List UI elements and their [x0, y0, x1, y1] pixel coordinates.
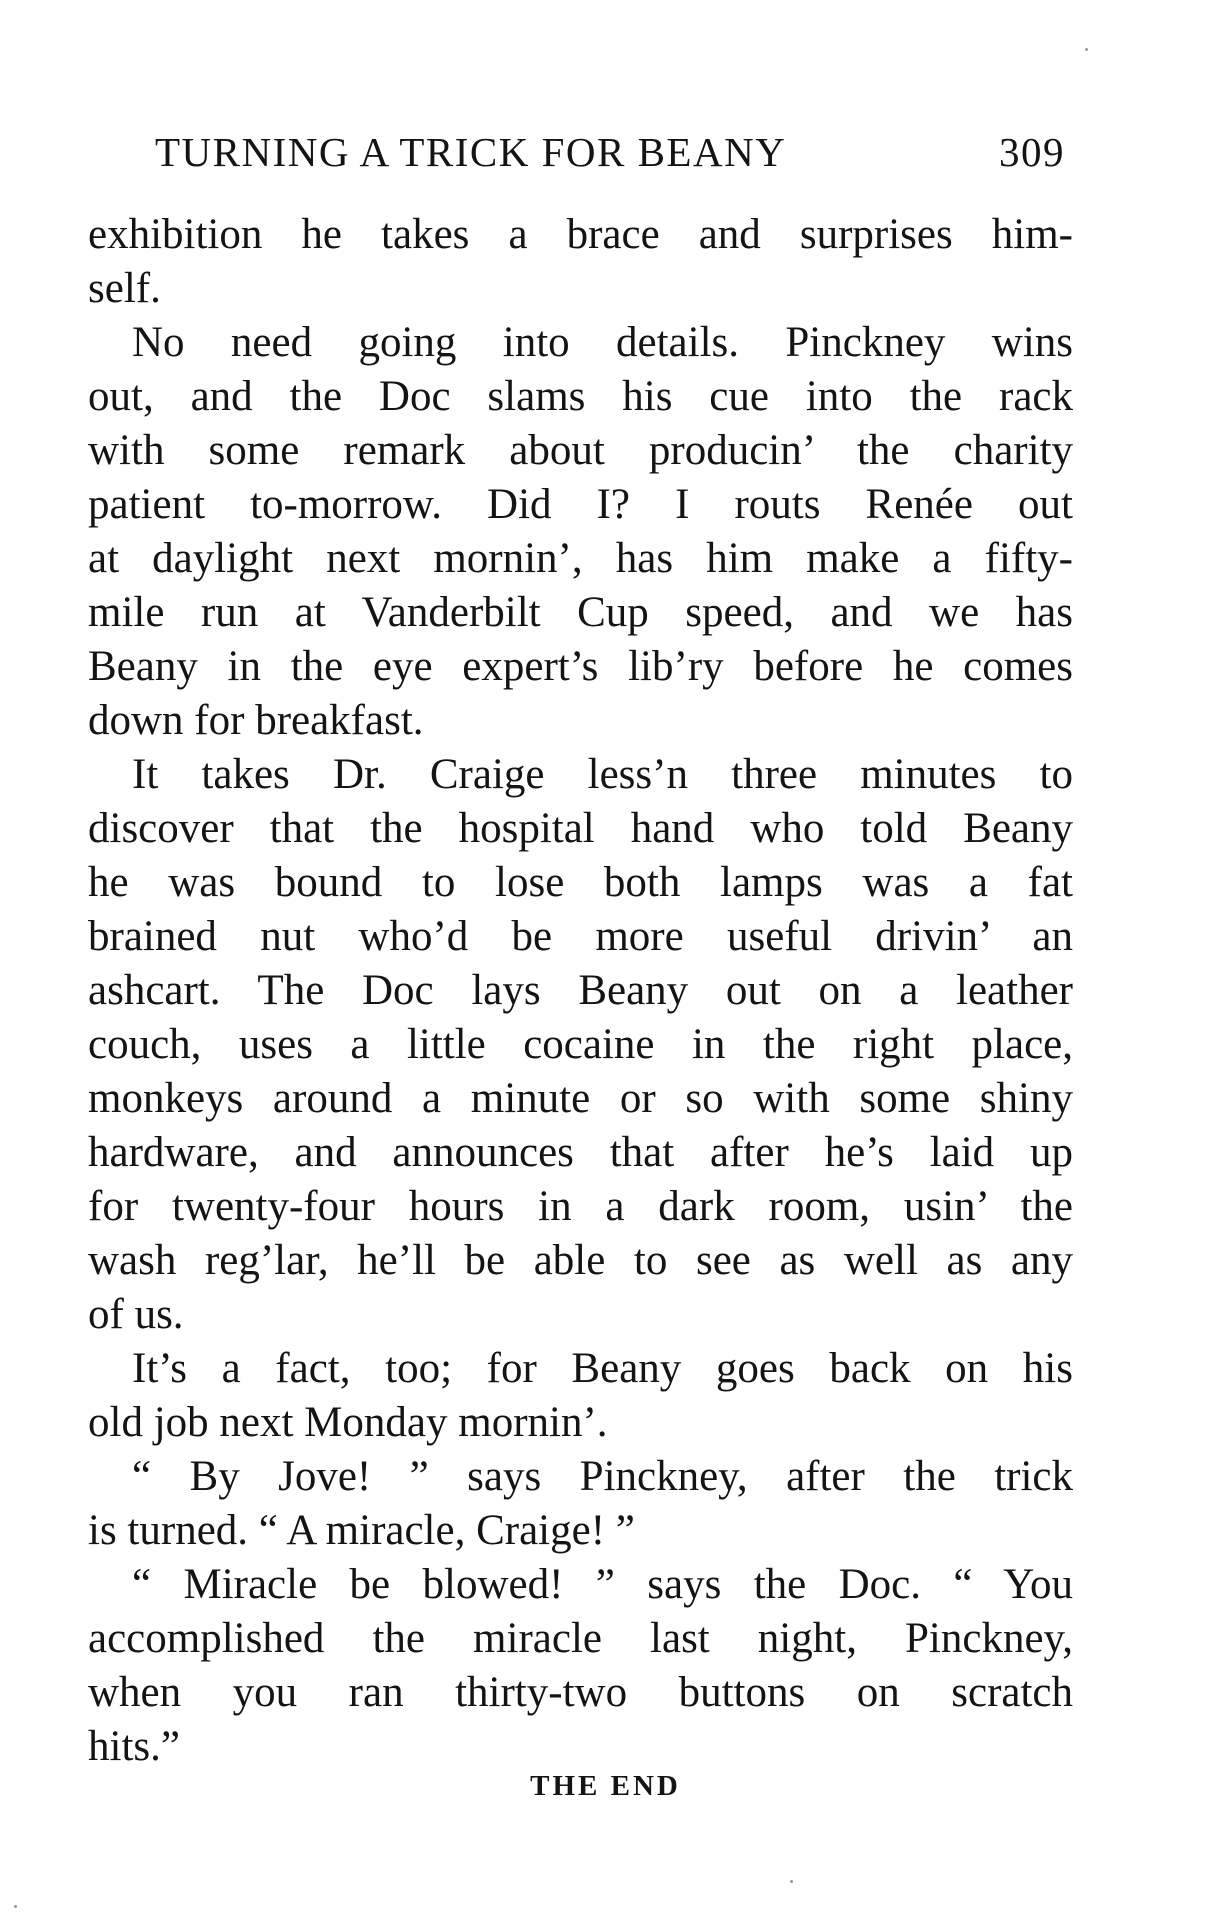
body-text [88, 208, 1073, 1774]
text-line: wash reg’lar, he’ll be able to see as well as any [88, 1237, 1073, 1284]
the-end-label: THE END [530, 1770, 681, 1802]
text-line: patient to-morrow. Did I? I routs Renée out [88, 481, 1073, 528]
text-line: couch, uses a little cocaine in the right place, [88, 1021, 1073, 1068]
text-line: “ Miracle be blowed! ” says the Doc. “ You [132, 1561, 1073, 1608]
text-line: It takes Dr. Craige less’n three minutes to [132, 751, 1073, 798]
text-line: for twenty-four hours in a dark room, usin’ the [88, 1183, 1073, 1230]
text-line: down for breakfast. [88, 697, 424, 744]
text-line: self. [88, 265, 161, 312]
text-line: exhibition he takes a brace and surprises him- [88, 211, 1073, 258]
text-line: at daylight next mornin’, has him make a fifty- [88, 535, 1073, 582]
running-head [155, 128, 1065, 188]
page-speck [1085, 48, 1088, 51]
text-line: hits.” [88, 1723, 180, 1770]
page-number: 309 [999, 129, 1065, 175]
text-line: with some remark about producin’ the charity [88, 427, 1073, 474]
text-line: ashcart. The Doc lays Beany out on a leather [88, 967, 1073, 1014]
text-line: monkeys around a minute or so with some shiny [88, 1075, 1073, 1122]
text-line: is turned. “ A miracle, Craige! ” [88, 1507, 635, 1554]
text-line: out, and the Doc slams his cue into the rack [88, 373, 1073, 420]
text-line: of us. [88, 1291, 184, 1338]
text-line: accomplished the miracle last night, Pinckney, [88, 1615, 1073, 1662]
text-line: brained nut who’d be more useful drivin’ an [88, 913, 1073, 960]
text-line: Beany in the eye expert’s lib’ry before he comes [88, 643, 1073, 690]
text-line: when you ran thirty-two buttons on scratch [88, 1669, 1073, 1716]
page-speck [14, 1905, 17, 1908]
text-line: “ By Jove! ” says Pinckney, after the trick [132, 1453, 1073, 1500]
text-line: It’s a fact, too; for Beany goes back on his [132, 1345, 1073, 1392]
running-head-title: TURNING A TRICK FOR BEANY [155, 129, 787, 175]
text-line: he was bound to lose both lamps was a fat [88, 859, 1073, 906]
text-line: mile run at Vanderbilt Cup speed, and we has [88, 589, 1073, 636]
text-line: discover that the hospital hand who told Beany [88, 805, 1073, 852]
text-line: hardware, and announces that after he’s laid up [88, 1129, 1073, 1176]
text-line: No need going into details. Pinckney wins [132, 319, 1073, 366]
text-line: old job next Monday mornin’. [88, 1399, 608, 1446]
page-speck [790, 1880, 793, 1883]
